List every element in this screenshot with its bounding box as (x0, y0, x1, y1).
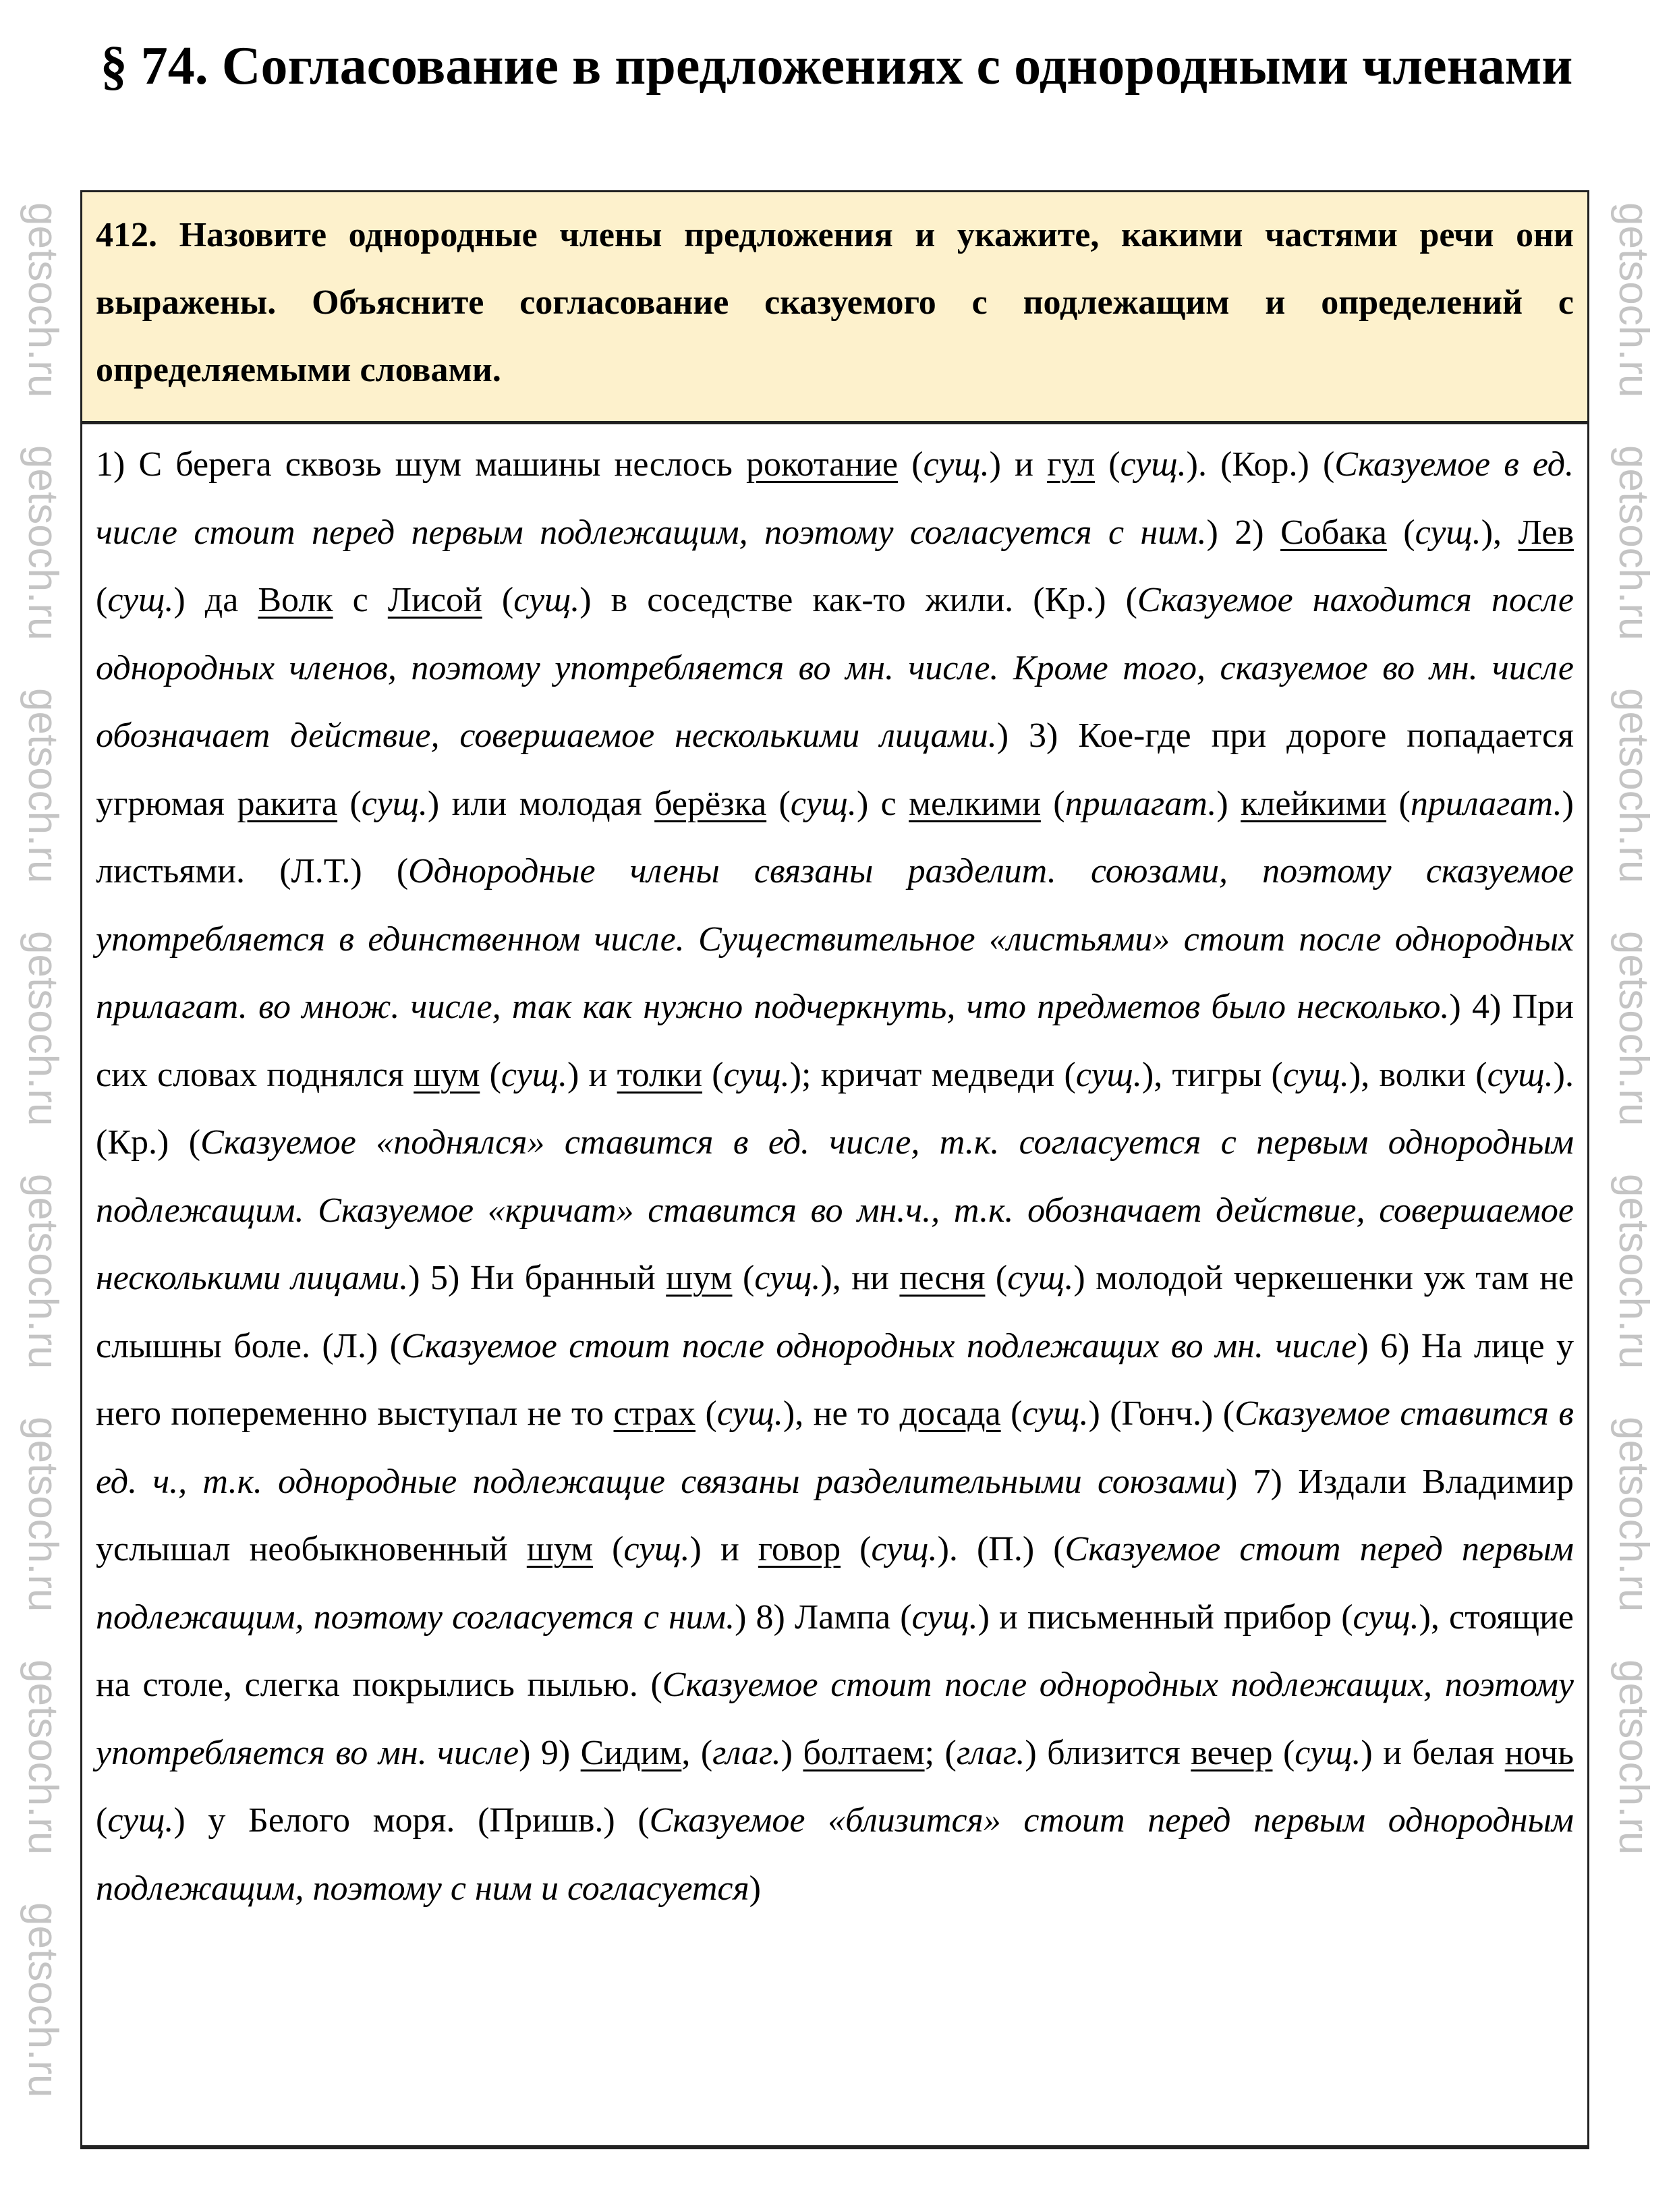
answer-text: ) и белая (1361, 1733, 1505, 1772)
italic-comment: Сказуемое находится после однородных членов, поэтому употребляется во мн. числе. Кроме того, сказуемое во мн. числе обозначает действие, совершаемое несколькими лицами. (96, 581, 1574, 755)
answer-text: ), ни (820, 1259, 900, 1297)
watermark: getsoch.ru (1610, 445, 1657, 641)
answer-text: ; ( (924, 1733, 957, 1772)
answer-text: ) или молодая (427, 784, 655, 823)
answer-text: ) молодой черкешенки уж там не слышны боле. (Л.) ( (96, 1259, 1574, 1365)
answer-text: ) и (989, 445, 1048, 484)
italic-comment: сущ. (107, 1801, 174, 1840)
italic-comment: Сказуемое «поднялся» ставится в ед. числе, т.к. согласуется с первым однородным подлежащим. Сказуемое «кричат» ставится во мн.ч., т.к. обозначает действие, совершаемое несколькими лицами. (96, 1123, 1574, 1297)
italic-comment: сущ. (1415, 513, 1481, 552)
watermark: getsoch.ru (1610, 1174, 1657, 1369)
answer-text: ( (1272, 1733, 1295, 1772)
underlined-term: Лисой (387, 581, 482, 619)
answer-text: ), (1481, 513, 1518, 552)
italic-comment: глаг. (712, 1733, 781, 1772)
answer-text: ( (1000, 1394, 1023, 1433)
answer-text: ), тигры ( (1141, 1055, 1283, 1094)
answer-text: ) близится (1025, 1733, 1191, 1772)
answer-text: ), волки ( (1348, 1055, 1487, 1094)
underlined-term: гул (1047, 445, 1096, 484)
underlined-term: рокотание (746, 445, 899, 484)
answer-text: ( (1095, 445, 1120, 484)
underlined-term: ракита (237, 784, 338, 823)
answer-text: ). (Кор.) ( (1186, 445, 1335, 484)
italic-comment: Сказуемое ставится в ед. ч., т.к. однородные подлежащие связаны разделительными союзами (96, 1394, 1574, 1501)
answer-text: с (333, 581, 388, 619)
answer-text: ( (695, 1394, 717, 1433)
underlined-term: вечер (1191, 1733, 1273, 1772)
underlined-term: Волк (258, 581, 333, 619)
italic-comment: сущ. (501, 1055, 567, 1094)
answer-text: ) (749, 1869, 761, 1908)
italic-comment: Сказуемое стоит после однородных подлежащих, поэтому употребляется во мн. числе (96, 1666, 1574, 1772)
answer-text: ) и (567, 1055, 617, 1094)
underlined-term: досада (899, 1394, 1001, 1433)
underlined-term: клейкими (1241, 784, 1387, 823)
exercise-box (80, 190, 1589, 2149)
watermark: getsoch.ru (20, 1902, 66, 2098)
italic-comment: Сказуемое в ед. числе стоит перед первым подлежащим, поэтому согласуется с ним. (96, 445, 1574, 552)
underlined-term: болтаем (803, 1733, 925, 1772)
answer-text: ) да (173, 581, 258, 619)
italic-comment: сущ. (911, 1597, 978, 1637)
answer-text: ) 2) (1206, 513, 1281, 552)
answer-text: ( (1386, 784, 1411, 823)
answer-text: ) 8) Лампа ( (735, 1597, 912, 1637)
watermark: getsoch.ru (20, 1417, 66, 1612)
italic-comment: сущ. (716, 1394, 783, 1433)
answer-text: ) 9) (519, 1733, 581, 1772)
exercise-task: 412. Назовите однородные члены предложения и укажите, какими частями речи они выражены. Объясните согласование сказуемого с подлежащим и определений с определяемыми словами. (82, 192, 1587, 424)
answer-text: ( (985, 1259, 1008, 1297)
italic-comment: сущ. (1295, 1733, 1361, 1772)
answer-text: ) 4) При сих словах поднялся (96, 988, 1574, 1094)
answer-text: ) 7) Издали Владимир услышал необыкновенный (96, 1462, 1574, 1568)
answer-text: ( (480, 1055, 501, 1094)
answer-text: ) листьями. (Л.Т.) ( (96, 784, 1574, 890)
answer-text: ( (593, 1530, 624, 1568)
italic-comment: сущ. (1075, 1055, 1142, 1094)
answer-text: ( (898, 445, 924, 484)
answer-text: ). (П.) ( (937, 1530, 1065, 1568)
watermark: getsoch.ru (20, 202, 66, 398)
answer-text: ) (Гонч.) ( (1088, 1394, 1235, 1433)
italic-comment: Сказуемое «близится» стоит перед первым однородным подлежащим, поэтому с ним и согласуется (96, 1801, 1574, 1908)
italic-comment: сущ. (723, 1055, 790, 1094)
answer-text: ( (702, 1055, 724, 1094)
answer-text: 1) С берега сквозь шум машины неслось (96, 445, 746, 484)
italic-comment: сущ. (1007, 1259, 1074, 1297)
italic-comment: прилагат. (1410, 784, 1562, 823)
italic-comment: сущ. (1282, 1055, 1349, 1094)
answer-text: ( (732, 1259, 755, 1297)
underlined-term: страх (613, 1394, 696, 1433)
watermark: getsoch.ru (1610, 1660, 1657, 1855)
underlined-term: Лев (1518, 513, 1574, 552)
answer-text: ); кричат медведи ( (789, 1055, 1076, 1094)
italic-comment: Однородные члены связаны разделит. союзами, поэтому сказуемое употребляется в единственном числе. Существительное «листьями» стоит после однородных прилагат. во множ. числе, так как нужно подчеркнуть, что предметов было несколько. (96, 852, 1574, 1026)
answer-text: , ( (681, 1733, 713, 1772)
italic-comment: сущ. (513, 581, 580, 619)
answer-text: ( (482, 581, 514, 619)
italic-comment: сущ. (790, 784, 857, 823)
answer-text: ( (1040, 784, 1065, 823)
italic-comment: сущ. (1120, 445, 1187, 484)
answer-text: ) 5) Ни бранный (408, 1259, 666, 1297)
answer-text: ( (841, 1530, 872, 1568)
answer-text: ) (780, 1733, 803, 1772)
underlined-term: толки (617, 1055, 703, 1094)
underlined-term: ночь (1504, 1733, 1574, 1772)
underlined-term: шум (526, 1530, 594, 1568)
answer-text: ( (337, 784, 362, 823)
answer-text: ) и (689, 1530, 758, 1568)
underlined-term: шум (666, 1259, 733, 1297)
italic-comment: глаг. (956, 1733, 1025, 1772)
italic-comment: сущ. (1353, 1597, 1419, 1637)
watermark: getsoch.ru (20, 931, 66, 1127)
answer-text: ), не то (783, 1394, 900, 1433)
italic-comment: сущ. (623, 1530, 690, 1568)
watermark: getsoch.ru (1610, 1417, 1657, 1612)
answer-text: ) (1216, 784, 1241, 823)
answer-text: ( (1386, 513, 1415, 552)
underlined-term: шум (414, 1055, 480, 1094)
answer-text: ( (766, 784, 791, 823)
exercise-answer (82, 424, 1587, 1923)
watermark: getsoch.ru (20, 688, 66, 884)
answer-text: ) и письменный прибор ( (977, 1597, 1353, 1637)
answer-text: ) 3) Кое-где при дороге попадается угрюмая (96, 716, 1574, 823)
italic-comment: сущ. (754, 1259, 821, 1297)
italic-comment: прилагат. (1064, 784, 1217, 823)
watermark: getsoch.ru (20, 1174, 66, 1369)
answer-text: ) в соседстве как-то жили. (Кр.) ( (579, 581, 1137, 619)
italic-comment: Сказуемое стоит перед первым подлежащим, поэтому согласуется с ним. (96, 1530, 1574, 1637)
answer-text: ). (Кр.) ( (96, 1055, 1574, 1162)
underlined-term: песня (899, 1259, 986, 1297)
underlined-term: берёзка (654, 784, 767, 823)
page-title: § 74. Согласование в предложениях с однородными членами (100, 36, 1573, 96)
underlined-term: говор (758, 1530, 841, 1568)
answer-text: ) у Белого моря. (Пришв.) ( (173, 1801, 650, 1840)
answer-text: ( (96, 1801, 108, 1840)
italic-comment: сущ. (361, 784, 428, 823)
italic-comment: сущ. (1487, 1055, 1554, 1094)
answer-text: ) с (856, 784, 909, 823)
watermark: getsoch.ru (20, 445, 66, 641)
watermark: getsoch.ru (1610, 688, 1657, 884)
underlined-term: Сидим (580, 1733, 682, 1772)
italic-comment: сущ. (871, 1530, 938, 1568)
italic-comment: сущ. (107, 581, 174, 619)
answer-text: ) 6) На лице у него попеременно выступал не то (96, 1326, 1574, 1433)
watermark: getsoch.ru (20, 1660, 66, 1855)
italic-comment: Сказуемое стоит после однородных подлежащих во мн. числе (401, 1326, 1357, 1365)
italic-comment: сущ. (1022, 1394, 1089, 1433)
answer-text: ), стоящие на столе, слегка покрылись пылью. ( (96, 1597, 1574, 1704)
watermark: getsoch.ru (1610, 202, 1657, 398)
underlined-term: мелкими (909, 784, 1041, 823)
watermark: getsoch.ru (1610, 931, 1657, 1127)
answer-text: ( (96, 581, 108, 619)
italic-comment: сущ. (923, 445, 990, 484)
underlined-term: Собака (1280, 513, 1387, 552)
